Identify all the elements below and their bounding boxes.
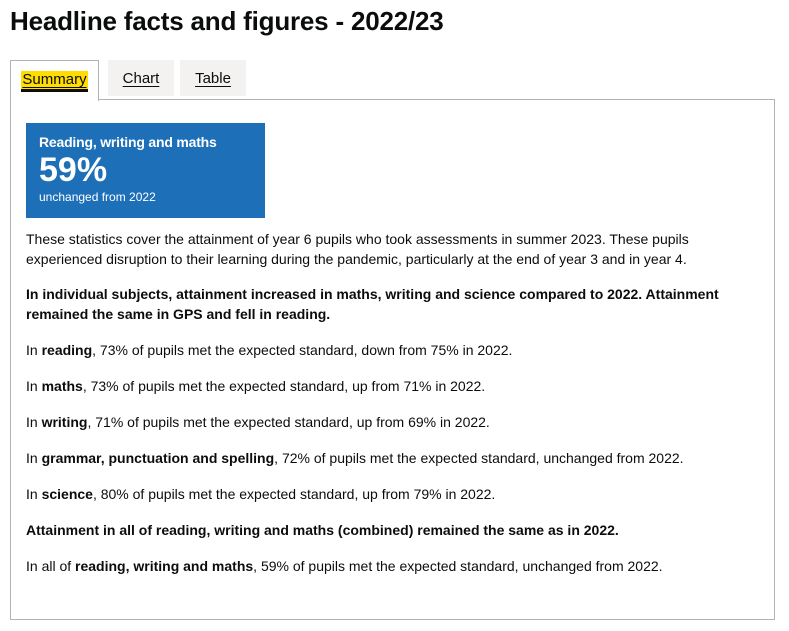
- stat-text: , 73% of pupils met the expected standard, up from 71% in 2022.: [82, 378, 486, 394]
- tab-table[interactable]: [180, 60, 246, 96]
- tab-chart-label: Chart: [122, 69, 160, 87]
- headline-tile: [26, 123, 265, 218]
- page-title: Headline facts and figures - 2022/23: [10, 6, 444, 36]
- stat-science: [26, 484, 760, 504]
- intro-paragraph: These statistics cover the attainment of year 6 pupils who took assessments in summer 2023. These pupils experienced disruption to their learning during the pandemic, particularly at the end of year 3 and in year 4.: [26, 231, 689, 267]
- tile-subtitle: unchanged from 2022: [39, 190, 156, 204]
- stat-prefix: In: [26, 378, 42, 394]
- stat-text: , 72% of pupils met the expected standard, unchanged from 2022.: [274, 450, 684, 466]
- stat-prefix: In: [26, 342, 42, 358]
- tile-title: Reading, writing and maths: [39, 134, 217, 150]
- stat-gps: [26, 448, 760, 468]
- tab-summary[interactable]: [10, 60, 99, 101]
- stat-prefix: In: [26, 414, 42, 430]
- summary-bold-paragraph: In individual subjects, attainment increased in maths, writing and science compared to 2022. Attainment remained the same in GPS and fell in reading.: [26, 286, 719, 322]
- stat-text: , 73% of pupils met the expected standard, down from 75% in 2022.: [92, 342, 513, 358]
- tab-table-label: Table: [195, 69, 231, 87]
- tile-value: 59%: [39, 151, 108, 189]
- tab-list: [10, 60, 776, 100]
- stat-writing: [26, 412, 760, 432]
- summary-panel: [10, 99, 775, 620]
- stat-subject: reading: [41, 342, 93, 358]
- tab-chart[interactable]: [108, 60, 174, 96]
- stat-reading: [26, 340, 760, 360]
- combined-bold-paragraph: Attainment in all of reading, writing and maths (combined) remained the same as in 2022.: [26, 522, 619, 538]
- tab-summary-label: Summary: [22, 71, 87, 88]
- stat-maths: [26, 376, 760, 396]
- stat-text: , 59% of pupils met the expected standard, unchanged from 2022.: [253, 558, 663, 574]
- stat-subject: writing: [41, 414, 88, 430]
- stat-subject: maths: [41, 378, 83, 394]
- stat-prefix: In: [26, 486, 42, 502]
- stat-subject: reading, writing and maths: [75, 558, 254, 574]
- stat-prefix: In: [26, 450, 42, 466]
- stat-text: , 80% of pupils met the expected standard, up from 79% in 2022.: [92, 486, 496, 502]
- stat-subject: grammar, punctuation and spelling: [41, 450, 275, 466]
- stat-combined: [26, 556, 760, 576]
- stat-text: , 71% of pupils met the expected standard, up from 69% in 2022.: [87, 414, 490, 430]
- stat-prefix: In all of: [26, 558, 76, 574]
- stat-subject: science: [41, 486, 93, 502]
